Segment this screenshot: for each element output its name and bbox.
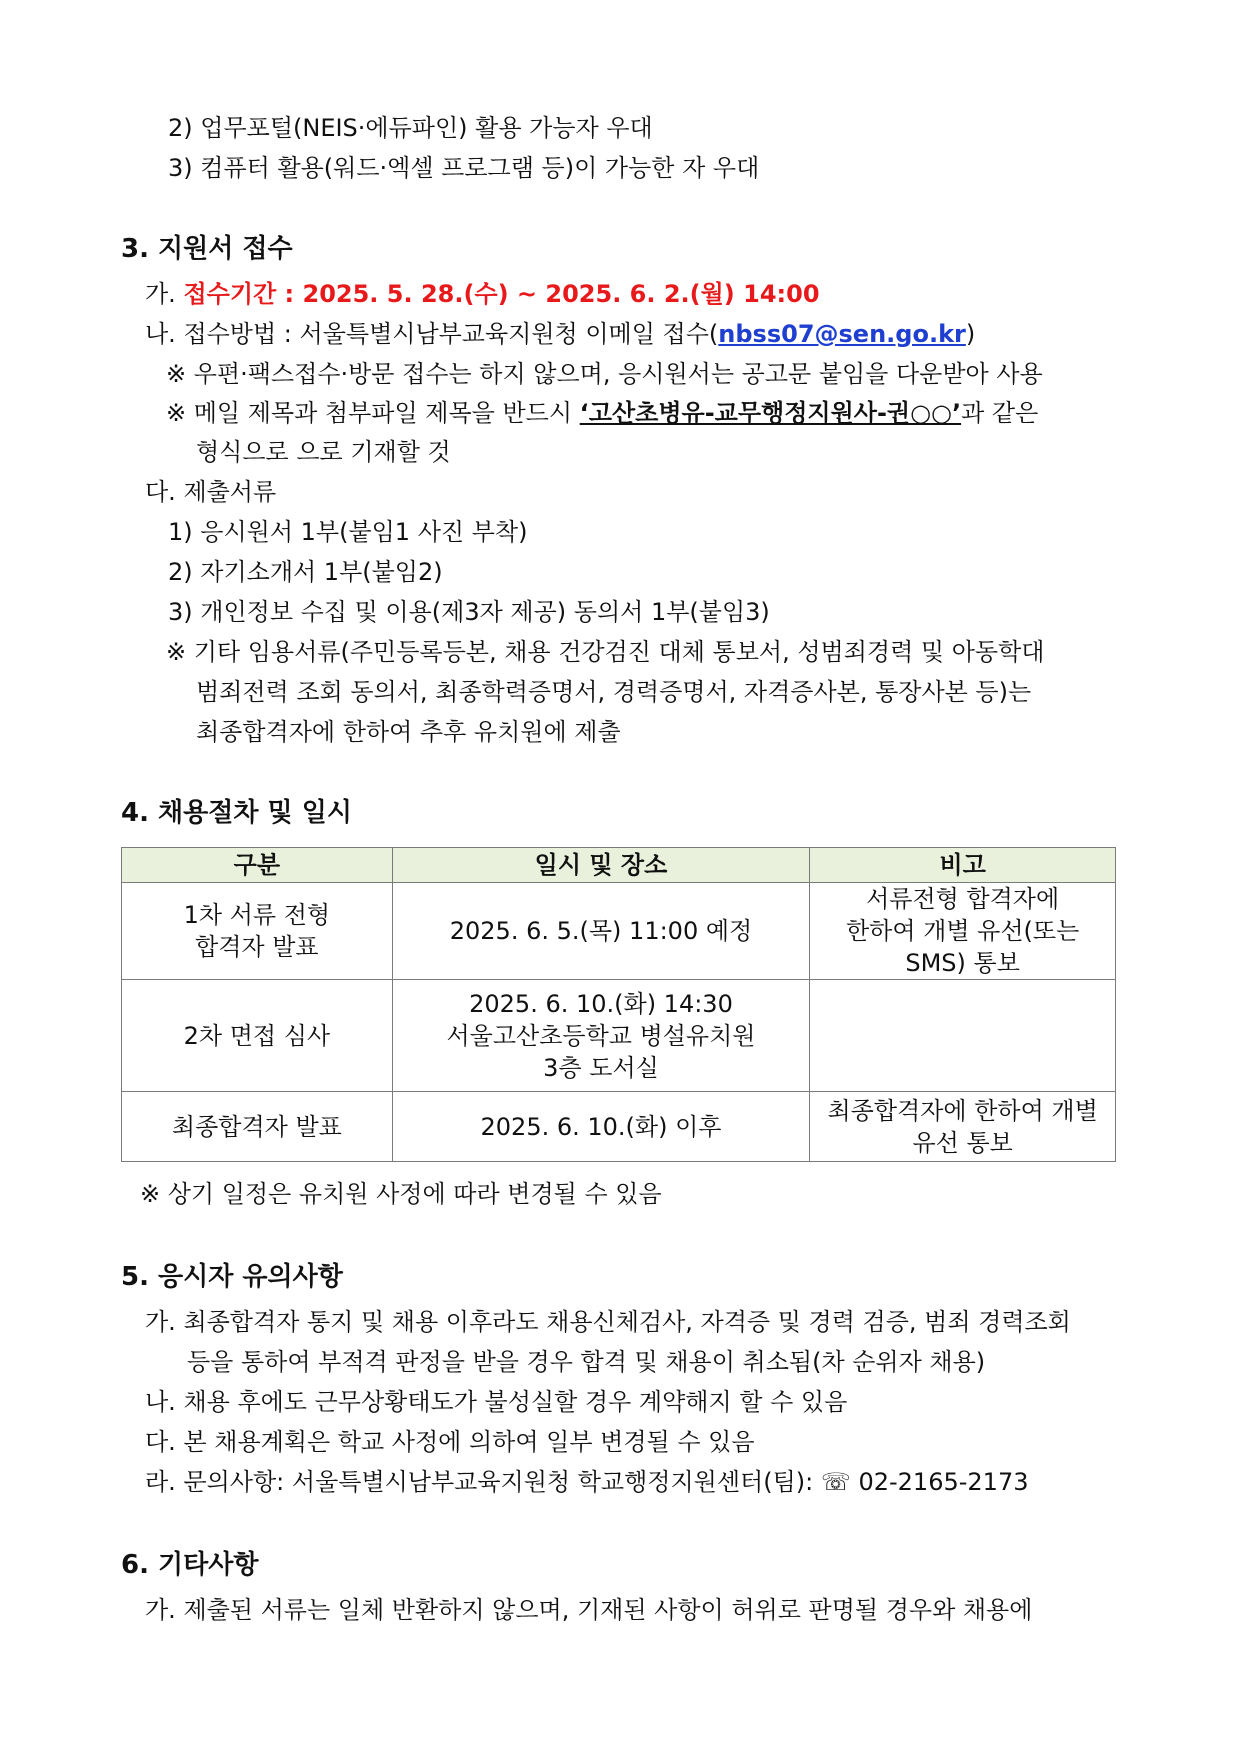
doc-item-3: 3) 개인정보 수집 및 이용(제3자 제공) 동의서 1부(붙임3): [168, 598, 770, 626]
table-cell: [122, 980, 393, 1092]
email-link[interactable]: nbss07@sen.go.kr: [718, 320, 966, 348]
table-header-row: [122, 848, 1116, 883]
schedule-table: [121, 847, 1116, 1162]
cell-line: SMS) 통보: [905, 949, 1020, 977]
s3-note-3-l1: ※ 기타 임용서류(주민등록등본, 채용 건강검진 대체 통보서, 성범죄경력 및 아동학대: [166, 638, 1045, 666]
doc-item-2: 2) 자기소개서 1부(붙임2): [168, 558, 443, 586]
table-cell: [392, 1092, 810, 1162]
cell-line: 유선 통보: [912, 1128, 1013, 1157]
cell-line: 2025. 6. 10.(화) 이후: [480, 1112, 722, 1141]
s5-ga-l2: 등을 통하여 부적격 판정을 받을 경우 합격 및 채용이 취소됨(차 순위자 채용): [187, 1348, 986, 1376]
table-cell: [810, 1092, 1116, 1162]
cell-line: 3층 도서실: [543, 1053, 659, 1082]
table-cell: [810, 980, 1116, 1092]
s3-note-2-prefix: ※ 메일 제목과 첨부파일 제목을 반드시: [166, 399, 580, 427]
cell-line: 합격자 발표: [195, 933, 319, 961]
s3-na-prefix: 나. 접수방법 : 서울특별시남부교육지원청 이메일 접수(: [145, 320, 719, 348]
table-row: [122, 883, 1116, 980]
schedule-note: ※ 상기 일정은 유치원 사정에 따라 변경될 수 있음: [140, 1180, 662, 1208]
application-period: 접수기간 : 2025. 5. 28.(수) ~ 2025. 6. 2.(월) 14:00: [183, 280, 820, 308]
cell-line: 2025. 6. 5.(목) 11:00 예정: [449, 917, 753, 945]
s5-ga-l1: 가. 최종합격자 통지 및 채용 이후라도 채용신체검사, 자격증 및 경력 검증, 범죄 경력조회: [145, 1308, 1071, 1336]
cell-line: 서울고산초등학교 병설유치원: [446, 1021, 756, 1050]
cell-line: 2025. 6. 10.(화) 14:30: [469, 989, 733, 1018]
table-row: [122, 1092, 1116, 1162]
section-3-heading: 3. 지원서 접수: [121, 234, 293, 264]
s3-note-1: ※ 우편·팩스접수·방문 접수는 하지 않으며, 응시원서는 공고문 붙임을 다운받아 사용: [166, 360, 1043, 388]
section-6-heading: 6. 기타사항: [121, 1550, 259, 1580]
section-4-heading: 4. 채용절차 및 일시: [121, 798, 352, 828]
header-category: 구분: [122, 848, 393, 883]
table-row: [122, 980, 1116, 1092]
s3-note-2-cont: 형식으로 으로 기재할 것: [196, 438, 451, 466]
s5-da: 다. 본 채용계획은 학교 사정에 의하여 일부 변경될 수 있음: [145, 1428, 755, 1456]
cell-line: 1차 서류 전형: [183, 901, 331, 929]
table-cell: [810, 883, 1116, 980]
table-cell: [122, 883, 393, 980]
s3-ga-prefix: 가.: [145, 280, 184, 308]
pref-item-2: 2) 업무포털(NEIS·에듀파인) 활용 가능자 우대: [168, 114, 653, 142]
cell-line: 최종합격자에 한하여 개별: [827, 1096, 1098, 1125]
table-cell: [122, 1092, 393, 1162]
pref-item-3: 3) 컴퓨터 활용(워드·엑셀 프로그램 등)이 가능한 자 우대: [168, 154, 760, 182]
s5-na: 나. 채용 후에도 근무상황태도가 불성실할 경우 계약해지 할 수 있음: [145, 1388, 848, 1416]
section-5-heading: 5. 응시자 유의사항: [121, 1262, 343, 1292]
s3-note-2-suffix: 과 같은: [961, 399, 1039, 427]
s3-note-3-l2: 범죄전력 조회 동의서, 최종학력증명서, 경력증명서, 자격증사본, 통장사본 등)는: [196, 678, 1032, 706]
s3-da: 다. 제출서류: [145, 478, 277, 506]
header-remarks: 비고: [810, 848, 1116, 883]
s5-ra: 라. 문의사항: 서울특별시남부교육지원청 학교행정지원센터(팀): ☏ 02-2165-2173: [145, 1468, 1029, 1496]
cell-line: 서류전형 합격자에: [866, 885, 1060, 913]
table-cell: [392, 883, 810, 980]
cell-line: 최종합격자 발표: [171, 1112, 342, 1141]
s3-ga-line: [145, 276, 820, 312]
header-datetime-place: 일시 및 장소: [392, 848, 810, 883]
cell-line: 2차 면접 심사: [183, 1021, 331, 1050]
s3-na-line: [145, 316, 975, 352]
s3-note-3-l3: 최종합격자에 한하여 추후 유치원에 제출: [196, 718, 621, 746]
cell-line: 한하여 개별 유선(또는: [846, 917, 1080, 945]
email-title-format: ‘고산초병유-교무행정지원사-권○○’: [579, 399, 962, 427]
s6-ga: 가. 제출된 서류는 일체 반환하지 않으며, 기재된 사항이 허위로 판명될 경우와 채용에: [145, 1596, 1033, 1624]
table-cell: [392, 980, 810, 1092]
s3-na-suffix: ): [965, 320, 976, 348]
doc-item-1: 1) 응시원서 1부(붙임1 사진 부착): [168, 518, 528, 546]
s3-note-2: [166, 395, 1038, 431]
